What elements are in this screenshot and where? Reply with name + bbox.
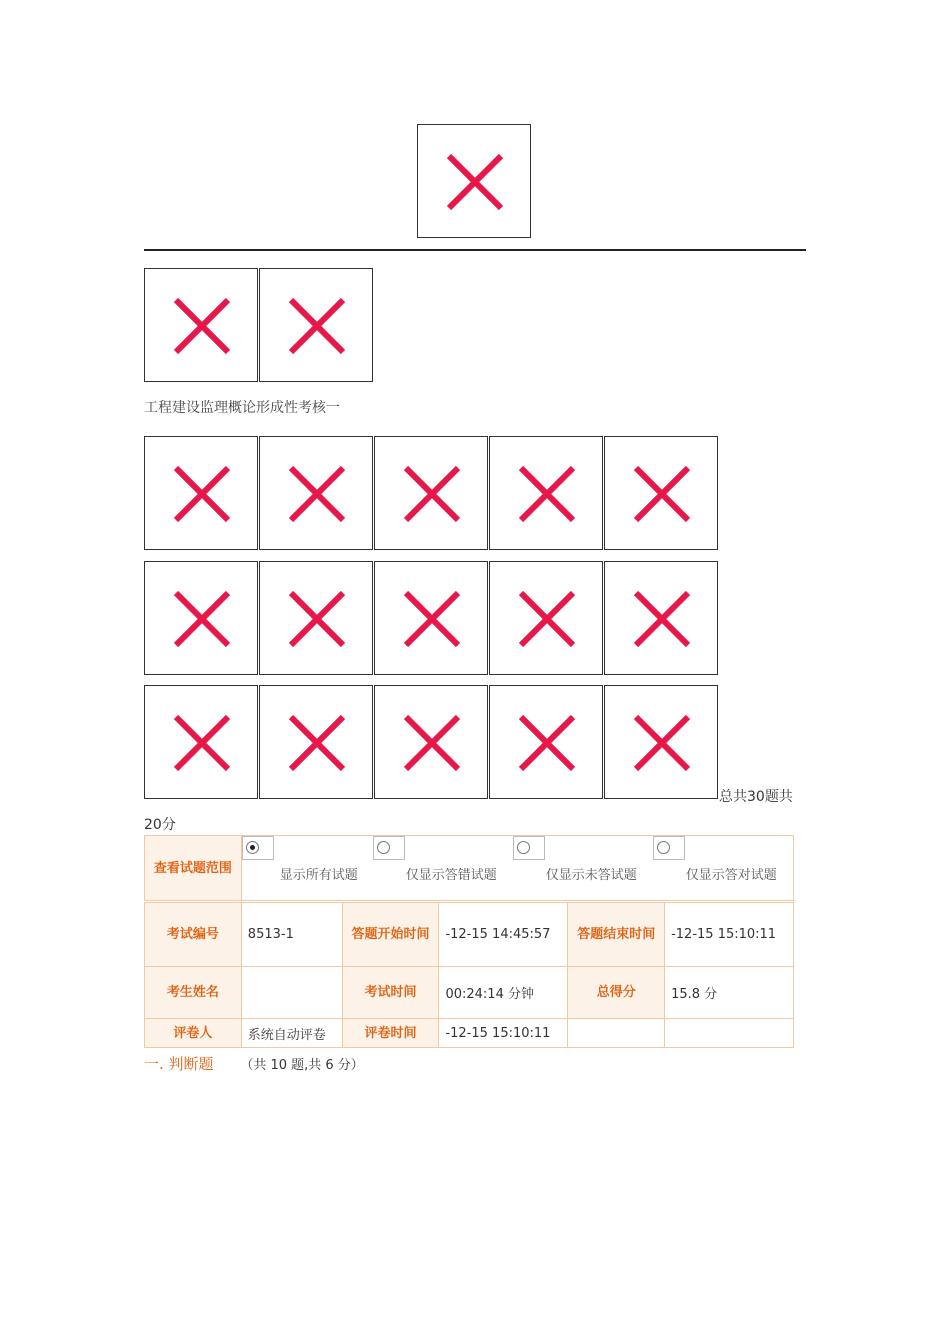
broken-image-grid-cell — [144, 561, 258, 675]
broken-image-x-icon — [634, 591, 690, 647]
radio-label-wrong: 仅显示答错试题 — [405, 868, 497, 883]
duration-value: 00:24:14 分钟 — [439, 967, 568, 1019]
radio-box[interactable] — [653, 836, 685, 860]
broken-image-x-icon — [404, 715, 460, 771]
student-name-value — [241, 967, 342, 1019]
broken-image-x-icon — [289, 715, 345, 771]
broken-image-grid-cell — [604, 436, 718, 550]
broken-image-grid-cell — [259, 685, 373, 799]
broken-image-grid-cell — [489, 685, 603, 799]
broken-image-x-icon — [404, 466, 460, 522]
grader-label: 评卷人 — [145, 1019, 242, 1048]
radio-label-correct: 仅显示答对试题 — [685, 868, 777, 883]
radio-label-all: 显示所有试题 — [279, 868, 358, 883]
broken-image-x-icon — [634, 466, 690, 522]
exam-no-value: 8513-1 — [241, 903, 342, 967]
total-score-value: 15.8 分 — [665, 967, 794, 1019]
broken-image-x-icon — [174, 591, 230, 647]
broken-image-x-icon — [289, 591, 345, 647]
radio-circle-icon — [246, 841, 259, 854]
grade-time-value: -12-15 15:10:11 — [439, 1019, 568, 1048]
radio-box[interactable] — [513, 836, 545, 860]
broken-image-grid-cell — [489, 436, 603, 550]
view-range-label: 查看试题范围 — [145, 836, 242, 901]
broken-image-x-icon — [519, 466, 575, 522]
radio-circle-icon — [377, 841, 390, 854]
empty-cell — [665, 1019, 794, 1048]
start-time-label: 答题开始时间 — [342, 903, 439, 967]
broken-image-x-icon — [174, 715, 230, 771]
student-name-label: 考生姓名 — [145, 967, 242, 1019]
broken-image-x-icon — [519, 715, 575, 771]
broken-image-grid-cell — [374, 436, 488, 550]
document-title: 工程建设监理概论形成性考核一 — [144, 400, 340, 416]
view-range-options — [241, 836, 793, 901]
radio-box[interactable] — [242, 836, 274, 860]
total-questions-line1: 总共30题共 — [719, 789, 793, 805]
broken-image-banner-1 — [144, 268, 258, 382]
grade-time-label: 评卷时间 — [342, 1019, 439, 1048]
broken-image-x-icon — [174, 466, 230, 522]
broken-image-x-icon — [289, 298, 345, 354]
broken-image-x-icon — [289, 466, 345, 522]
exam-info-table — [144, 835, 794, 1048]
radio-label-unanswered: 仅显示未答试题 — [545, 868, 637, 883]
broken-image-grid-cell — [489, 561, 603, 675]
broken-image-x-icon — [519, 591, 575, 647]
broken-image-x-icon — [404, 591, 460, 647]
broken-image-logo — [417, 124, 531, 238]
broken-image-grid-cell — [259, 436, 373, 550]
total-questions-line2: 20分 — [144, 817, 176, 833]
broken-image-grid-cell — [604, 685, 718, 799]
broken-image-grid-cell — [374, 561, 488, 675]
broken-image-grid-cell — [604, 561, 718, 675]
broken-image-x-icon — [447, 154, 503, 210]
total-score-label: 总得分 — [568, 967, 665, 1019]
duration-label: 考试时间 — [342, 967, 439, 1019]
grader-value: 系统自动评卷 — [241, 1019, 342, 1048]
empty-cell — [568, 1019, 665, 1048]
broken-image-grid-cell — [259, 561, 373, 675]
section-heading — [144, 1053, 364, 1074]
broken-image-banner-2 — [259, 268, 373, 382]
section-summary: （共 10 题,共 6 分） — [240, 1058, 364, 1073]
radio-dot-icon — [250, 845, 255, 850]
section-number: 一. 判断题 — [144, 1055, 214, 1073]
radio-circle-icon — [657, 841, 670, 854]
end-time-value: -12-15 15:10:11 — [665, 903, 794, 967]
exam-no-label: 考试编号 — [145, 903, 242, 967]
broken-image-grid-cell — [374, 685, 488, 799]
header-rule — [144, 249, 806, 251]
end-time-label: 答题结束时间 — [568, 903, 665, 967]
broken-image-grid-cell — [144, 685, 258, 799]
start-time-value: -12-15 14:45:57 — [439, 903, 568, 967]
broken-image-x-icon — [634, 715, 690, 771]
radio-circle-icon — [517, 841, 530, 854]
broken-image-x-icon — [174, 298, 230, 354]
radio-box[interactable] — [373, 836, 405, 860]
broken-image-grid-cell — [144, 436, 258, 550]
